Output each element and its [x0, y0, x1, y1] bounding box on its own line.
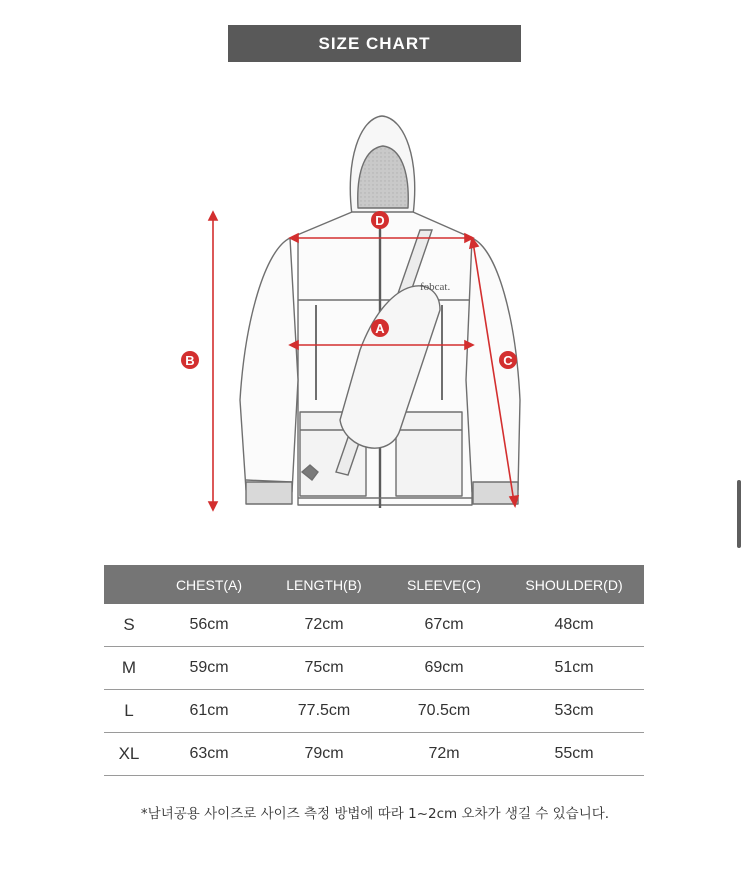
scrollbar[interactable] [737, 480, 741, 548]
size-chart-title: SIZE CHART [318, 33, 431, 53]
shoulder-value: 48cm [504, 604, 644, 647]
table-row [104, 733, 644, 776]
jacket-diagram [0, 100, 750, 530]
table-header-row [104, 565, 644, 604]
shoulder-value: 55cm [504, 733, 644, 776]
length-value: 79cm [264, 733, 384, 776]
table-row [104, 647, 644, 690]
size-label: XL [104, 733, 154, 776]
length-value: 75cm [264, 647, 384, 690]
label-a [371, 319, 389, 337]
label-c [499, 351, 517, 369]
left-sleeve [240, 238, 298, 492]
right-pocket [396, 412, 462, 496]
svg-text:A: A [375, 321, 385, 336]
header-length: LENGTH(B) [264, 565, 384, 604]
table-row [104, 690, 644, 733]
size-chart-banner [228, 25, 521, 62]
svg-text:C: C [503, 353, 513, 368]
length-value: 77.5cm [264, 690, 384, 733]
sleeve-value: 72m [384, 733, 504, 776]
chest-value: 59cm [154, 647, 264, 690]
size-table-wrapper [104, 565, 644, 776]
size-label: S [104, 604, 154, 647]
sleeve-value: 70.5cm [384, 690, 504, 733]
chest-value: 56cm [154, 604, 264, 647]
chest-value: 61cm [154, 690, 264, 733]
sleeve-value: 67cm [384, 604, 504, 647]
label-d [371, 211, 389, 229]
logo-text: fobcat. [420, 281, 451, 293]
size-label: L [104, 690, 154, 733]
sleeve-value: 69cm [384, 647, 504, 690]
header-size [104, 565, 154, 604]
svg-text:D: D [375, 213, 385, 228]
size-table [104, 565, 644, 776]
table-row [104, 604, 644, 647]
left-cuff [246, 482, 292, 504]
size-label: M [104, 647, 154, 690]
header-sleeve: SLEEVE(C) [384, 565, 504, 604]
length-value: 72cm [264, 604, 384, 647]
shoulder-value: 51cm [504, 647, 644, 690]
header-chest: CHEST(A) [154, 565, 264, 604]
header-shoulder: SHOULDER(D) [504, 565, 644, 604]
label-b [181, 351, 199, 369]
chest-value: 63cm [154, 733, 264, 776]
size-note: *남녀공용 사이즈로 사이즈 측정 방법에 따라 1~2cm 오차가 생길 수 있습니다. [140, 806, 610, 822]
svg-text:B: B [185, 353, 195, 368]
shoulder-value: 53cm [504, 690, 644, 733]
